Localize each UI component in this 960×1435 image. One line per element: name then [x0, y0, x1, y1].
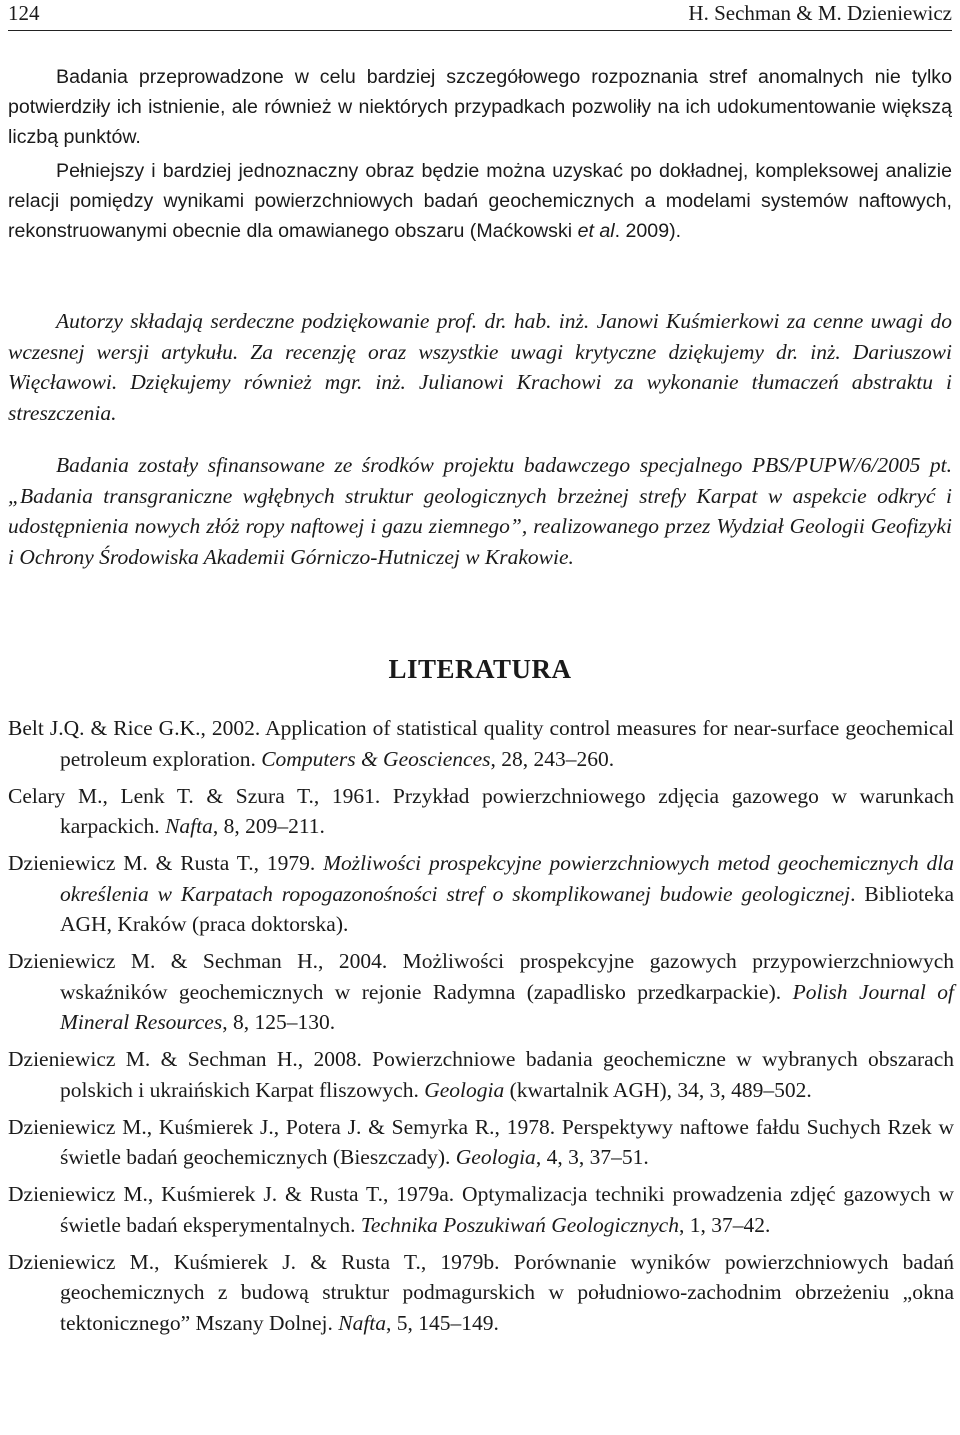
reference-details: , 1, 37–42.: [678, 1212, 771, 1237]
reference-details: , 5, 145–149.: [386, 1310, 499, 1335]
page-number: 124: [8, 1, 40, 25]
reference-details: , 4, 3, 37–51.: [535, 1145, 649, 1169]
reference-source: Nafta: [338, 1310, 387, 1335]
reference-entry: [8, 1247, 954, 1339]
references-heading: LITERATURA: [388, 654, 572, 684]
header-rule: [8, 30, 952, 31]
reference-text: Belt J.Q. & Rice G.K., 2002. Application of statistical quality control measures for near-surface geochemical petroleum exploration.: [8, 716, 954, 771]
reference-entry: [8, 1044, 954, 1105]
running-authors: H. Sechman & M. Dzieniewicz: [688, 1, 952, 25]
reference-source: Geologia: [455, 1145, 536, 1169]
reference-source: Możliwości prospekcyjne powierzchniowych metod geochemicznych dla określenia w Karpatach ropogazonośności stref o skomplikowanej budowie geologicznej: [60, 851, 954, 906]
reference-details: (kwartalnik AGH), 34, 3, 489–502.: [504, 1077, 812, 1102]
reference-text: Dzieniewicz M. & Sechman H., 2004. Możliwości prospekcyjne gazowych przypowierzchniowych wskaźników geochemicznych w rejonie Radymna (zapadlisko przedkarpackie).: [8, 949, 954, 1004]
reference-details: , 8, 125–130.: [222, 1010, 336, 1034]
reference-entry: [8, 713, 954, 774]
reference-source: Computers & Geosciences: [261, 746, 491, 771]
reference-entry: [8, 781, 954, 842]
paragraph-2-end: . 2009).: [614, 219, 682, 242]
body-paragraph-1: Badania przeprowadzone w celu bardziej szczegółowego rozpoznania stref anomalnych nie tylko potwierdziły ich istnienie, ale również w niektórych przypadkach pozwoliły na ich udokumentowanie większą liczbą punktów.: [8, 66, 952, 148]
reference-entry: [8, 1112, 954, 1173]
reference-text: Celary M., Lenk T. & Szura T., 1961. Przykład powierzchniowego zdjęcia gazowego w warunkach karpackich.: [8, 783, 954, 838]
reference-entry: [8, 946, 954, 1038]
reference-source: Geologia: [424, 1077, 505, 1102]
reference-list: [8, 713, 954, 1345]
reference-details: , 8, 209–211.: [212, 814, 325, 838]
reference-source: Technika Poszukiwań Geologicznych: [360, 1212, 679, 1237]
reference-text: Dzieniewicz M., Kuśmierek J. & Rusta T., 1979a. Optymalizacja techniki prowadzenia zdjęć gazowych w świetle badań eksperymentalnych.: [8, 1182, 954, 1237]
et-al-italic: et al: [577, 219, 615, 242]
acknowledgements: Autorzy składają serdeczne podziękowanie prof. dr. hab. inż. Janowi Kuśmierkowi za cenne uwagi do wczesnej wersji artykułu. Za recenzję oraz wszystkie uwagi krytyczne dziękujemy dr. inż. Dariuszowi Więcławowi. Dziękujemy również mgr. inż. Julianowi Krachowi za wykonanie tłumaczeń abstraktu i streszczenia.: [8, 309, 952, 425]
reference-entry: [8, 848, 954, 940]
reference-details: , 28, 243–260.: [490, 746, 615, 771]
paragraph-2-text: Pełniejszy i bardziej jednoznaczny obraz będzie można uzyskać po dokładnej, kompleksowej analizie relacji pomiędzy wynikami powierzchniowych badań geochemicznych a modelami systemów naftowych, rekonstruowanymi obecnie dla omawianego obszaru (Maćkowski: [8, 160, 952, 242]
reference-entry: [8, 1179, 954, 1240]
body-paragraph-2: [8, 157, 952, 246]
funding-note: Badania zostały sfinansowane ze środków projektu badawczego specjalnego PBS/PUPW/6/2005 pt. „Badania transgraniczne wgłębnych struktur geologicznych brzeżnej strefy Karpat w aspekcie odkryć i udostępnienia nowych złóż ropy naftowej i gazu ziemnego”, realizowanego przez Wydział Geologii Geofizyki i Ochrony Środowiska Akademii Górniczo-Hutniczej w Krakowie.: [8, 453, 952, 569]
reference-source: Polish Journal of Mineral Resources: [60, 979, 954, 1034]
reference-details: . Biblioteka AGH, Kraków (praca doktorska).: [60, 881, 954, 936]
reference-text: Dzieniewicz M. & Rusta T., 1979.: [8, 851, 324, 875]
running-header: [8, 0, 952, 28]
reference-source: Nafta: [165, 814, 213, 838]
reference-text: Dzieniewicz M. & Sechman H., 2008. Powierzchniowe badania geochemiczne w wybranych obszarach polskich i ukraińskich Karpat fliszowych.: [8, 1047, 954, 1102]
reference-text: Dzieniewicz M., Kuśmierek J. & Rusta T., 1979b. Porównanie wyników powierzchniowych badań geochemicznych z budową struktur podmagurskich w południowo-zachodnim obrzeżeniu „okna tektonicznego” Mszany Dolnej.: [8, 1249, 954, 1335]
reference-text: Dzieniewicz M., Kuśmierek J., Potera J. & Semyrka R., 1978. Perspektywy naftowe fałdu Suchych Rzek w świetle badań geochemicznych (Bieszczady).: [8, 1114, 954, 1169]
